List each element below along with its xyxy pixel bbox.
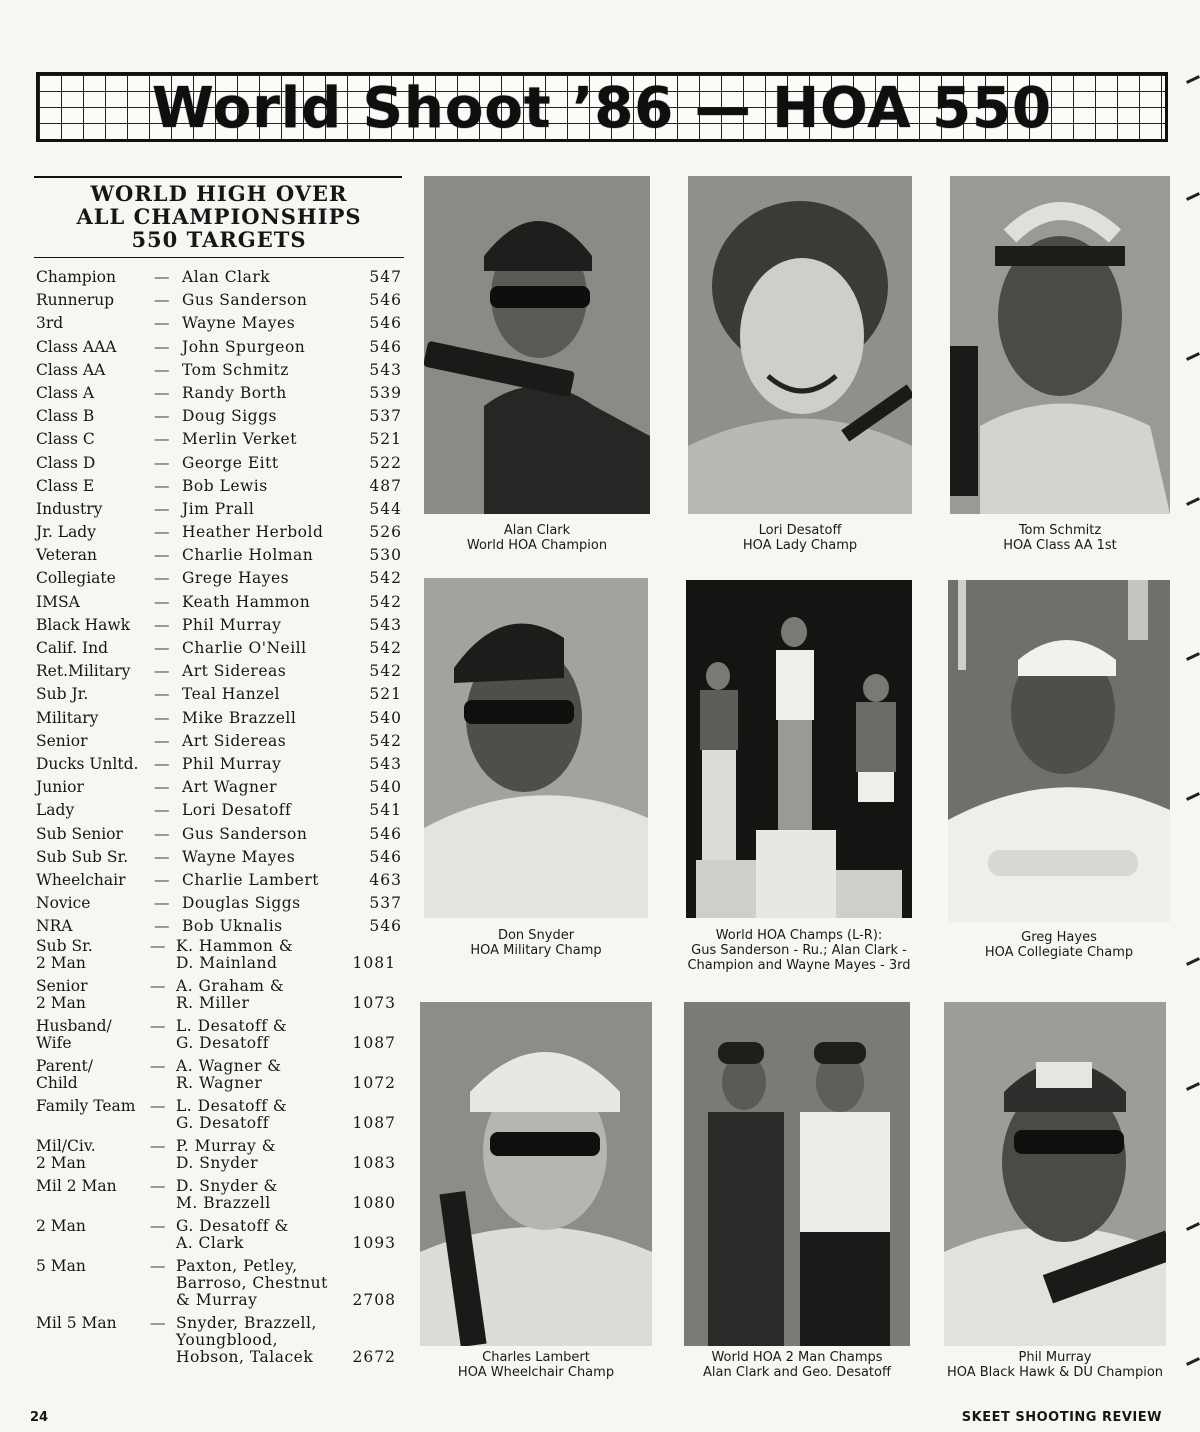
dash-separator: — bbox=[154, 708, 170, 727]
result-score: 540 bbox=[369, 778, 402, 797]
result-name: Art Sidereas bbox=[182, 662, 287, 681]
portrait-illustration bbox=[684, 1002, 910, 1346]
dash-separator: — bbox=[154, 847, 170, 866]
caption-line: World HOA Champs (L-R): bbox=[715, 928, 883, 943]
result-name: Phil Murray bbox=[182, 754, 282, 773]
results-heading bbox=[34, 182, 404, 258]
caption-line: Alan Clark bbox=[503, 523, 571, 538]
team-result-row bbox=[34, 1058, 404, 1098]
result-row bbox=[34, 707, 404, 730]
team-result-row bbox=[34, 1138, 404, 1178]
team-category: Mil 2 Man bbox=[36, 1177, 117, 1196]
result-category: Class D bbox=[36, 453, 96, 472]
result-row bbox=[34, 452, 404, 475]
team-result-row bbox=[34, 938, 404, 978]
team-member-names: Paxton, Petley, bbox=[176, 1257, 298, 1276]
margin-mark bbox=[1186, 652, 1200, 661]
result-name: Art Sidereas bbox=[182, 731, 287, 750]
dash-separator: — bbox=[154, 291, 170, 310]
team-category: Parent/ bbox=[36, 1057, 93, 1076]
team-member-names: G. Desatoff bbox=[176, 1114, 270, 1133]
team-category: Senior bbox=[36, 977, 88, 996]
result-score: 543 bbox=[369, 360, 402, 379]
caption-line: Lori Desatoff bbox=[758, 523, 842, 538]
result-row bbox=[34, 521, 404, 544]
result-name: Bob Uknalis bbox=[182, 917, 283, 936]
team-member-names: & Murray bbox=[176, 1291, 258, 1310]
publication-title: SKEET SHOOTING REVIEW bbox=[961, 1410, 1162, 1425]
dash-separator: — bbox=[150, 1177, 166, 1196]
result-category: Senior bbox=[36, 731, 88, 750]
team-category: Mil/Civ. bbox=[36, 1137, 96, 1156]
result-score: 543 bbox=[369, 615, 402, 634]
team-score: 2708 bbox=[352, 1291, 396, 1310]
dash-separator: — bbox=[154, 523, 170, 542]
result-row bbox=[34, 869, 404, 892]
dash-separator: — bbox=[154, 754, 170, 773]
result-score: 542 bbox=[369, 662, 402, 681]
dash-separator: — bbox=[154, 778, 170, 797]
result-category: Class B bbox=[36, 407, 95, 426]
result-category: Jr. Lady bbox=[36, 523, 96, 542]
team-result-row bbox=[34, 978, 404, 1018]
team-member-names: P. Murray & bbox=[176, 1137, 277, 1156]
result-name: Doug Siggs bbox=[182, 407, 277, 426]
result-score: 546 bbox=[369, 337, 402, 356]
dash-separator: — bbox=[154, 801, 170, 820]
result-name: Gus Sanderson bbox=[182, 291, 308, 310]
caption-lori-desatoff bbox=[688, 523, 912, 553]
result-score: 546 bbox=[369, 917, 402, 936]
margin-mark bbox=[1186, 192, 1200, 201]
team-member-names: D. Snyder & bbox=[176, 1177, 278, 1196]
team-category: Sub Sr. bbox=[36, 937, 93, 956]
portrait-illustration bbox=[688, 176, 912, 514]
team-member-names: G. Desatoff & bbox=[176, 1217, 289, 1236]
team-member-names: K. Hammon & bbox=[176, 937, 294, 956]
caption-line: Champion and Wayne Mayes - 3rd bbox=[687, 958, 911, 973]
result-row bbox=[34, 544, 404, 567]
dash-separator: — bbox=[154, 592, 170, 611]
result-row bbox=[34, 428, 404, 451]
result-category: Class AAA bbox=[36, 337, 117, 356]
result-row bbox=[34, 614, 404, 637]
caption-alan-clark bbox=[424, 523, 650, 553]
result-name: John Spurgeon bbox=[182, 337, 306, 356]
caption-line: HOA Lady Champ bbox=[742, 538, 858, 553]
team-result-row bbox=[34, 1178, 404, 1218]
result-category: Class AA bbox=[36, 360, 106, 379]
team-score: 1087 bbox=[352, 1034, 396, 1053]
heading-line: 550 TARGETS bbox=[131, 227, 307, 252]
dash-separator: — bbox=[154, 870, 170, 889]
photo-charles-lambert bbox=[420, 1002, 652, 1346]
result-score: 537 bbox=[369, 894, 402, 913]
caption-tom-schmitz bbox=[950, 523, 1170, 553]
result-row bbox=[34, 799, 404, 822]
result-row bbox=[34, 405, 404, 428]
caption-line: HOA Black Hawk & DU Champion bbox=[946, 1365, 1164, 1380]
margin-mark bbox=[1186, 1357, 1200, 1366]
team-category: Child bbox=[36, 1074, 78, 1093]
margin-mark bbox=[1186, 75, 1200, 84]
result-score: 521 bbox=[369, 430, 402, 449]
photo-tom-schmitz bbox=[950, 176, 1170, 514]
dash-separator: — bbox=[150, 1217, 166, 1236]
dash-separator: — bbox=[150, 1257, 166, 1276]
team-member-names: L. Desatoff & bbox=[176, 1017, 288, 1036]
caption-line: Phil Murray bbox=[1018, 1350, 1092, 1365]
result-row bbox=[34, 475, 404, 498]
team-category: Wife bbox=[36, 1034, 72, 1053]
team-member-names: D. Snyder bbox=[176, 1154, 259, 1173]
result-category: Sub Sub Sr. bbox=[36, 847, 129, 866]
dash-separator: — bbox=[154, 383, 170, 402]
team-member-names: M. Brazzell bbox=[176, 1194, 271, 1213]
result-row bbox=[34, 823, 404, 846]
result-score: 542 bbox=[369, 639, 402, 657]
podium-illustration bbox=[686, 580, 912, 918]
result-name: Lori Desatoff bbox=[182, 801, 292, 820]
caption-line: Greg Hayes bbox=[1021, 930, 1097, 945]
result-name: Wayne Mayes bbox=[182, 847, 296, 866]
result-row bbox=[34, 266, 404, 289]
team-member-names: Youngblood, bbox=[176, 1331, 278, 1350]
result-name: Art Wagner bbox=[182, 778, 278, 797]
caption-line: HOA Class AA 1st bbox=[1003, 538, 1117, 553]
result-category: 3rd bbox=[36, 314, 64, 333]
result-name: Jim Prall bbox=[182, 499, 255, 518]
team-member-names: R. Wagner bbox=[176, 1074, 263, 1093]
dash-separator: — bbox=[150, 1017, 166, 1036]
team-result-row bbox=[34, 1018, 404, 1058]
photo-don-snyder bbox=[424, 578, 648, 918]
team-category: 2 Man bbox=[36, 1217, 86, 1236]
caption-line: Charles Lambert bbox=[482, 1350, 590, 1365]
team-score: 1093 bbox=[352, 1234, 396, 1253]
team-score: 2672 bbox=[352, 1348, 396, 1367]
result-row bbox=[34, 660, 404, 683]
page-number: 24 bbox=[30, 1410, 49, 1425]
result-name: Alan Clark bbox=[182, 268, 271, 286]
result-name: Keath Hammon bbox=[182, 592, 311, 611]
result-score: 542 bbox=[369, 592, 402, 611]
portrait-illustration bbox=[424, 578, 648, 918]
result-score: 521 bbox=[369, 685, 402, 704]
result-row bbox=[34, 591, 404, 614]
dash-separator: — bbox=[154, 453, 170, 472]
result-name: Gus Sanderson bbox=[182, 824, 308, 843]
team-category: 2 Man bbox=[36, 1154, 86, 1173]
result-score: 541 bbox=[369, 801, 402, 820]
caption-line: World HOA Champion bbox=[466, 538, 608, 553]
result-category: Black Hawk bbox=[36, 615, 131, 634]
result-category: Champion bbox=[36, 268, 116, 286]
portrait-illustration bbox=[944, 1002, 1166, 1346]
result-row bbox=[34, 753, 404, 776]
team-member-names: A. Clark bbox=[176, 1234, 244, 1253]
result-name: Charlie O'Neill bbox=[182, 639, 307, 657]
team-category: Mil 5 Man bbox=[36, 1314, 117, 1333]
result-row bbox=[34, 567, 404, 590]
caption-line: HOA Military Champ bbox=[470, 943, 602, 958]
photo-lori-desatoff bbox=[688, 176, 912, 514]
result-category: Ducks Unltd. bbox=[36, 754, 139, 773]
result-category: Lady bbox=[36, 801, 75, 820]
team-result-row bbox=[34, 1315, 404, 1372]
dash-separator: — bbox=[154, 894, 170, 913]
result-category: Wheelchair bbox=[36, 870, 126, 889]
result-row bbox=[34, 312, 404, 335]
dash-separator: — bbox=[150, 977, 166, 996]
photo-two-man-champs bbox=[684, 1002, 910, 1346]
team-member-names: Snyder, Brazzell, bbox=[176, 1314, 317, 1333]
dash-separator: — bbox=[154, 639, 170, 657]
dash-separator: — bbox=[154, 360, 170, 379]
team-member-names: Hobson, Talacek bbox=[176, 1348, 314, 1367]
result-category: Class E bbox=[36, 476, 95, 495]
team-category: 5 Man bbox=[36, 1257, 86, 1276]
dash-separator: — bbox=[150, 1097, 166, 1116]
caption-phil-murray bbox=[944, 1350, 1166, 1380]
team-score: 1087 bbox=[352, 1114, 396, 1133]
result-score: 546 bbox=[369, 314, 402, 333]
result-score: 542 bbox=[369, 731, 402, 750]
result-row bbox=[34, 846, 404, 869]
dash-separator: — bbox=[154, 430, 170, 449]
photo-greg-hayes bbox=[948, 580, 1170, 922]
result-category: Ret.Military bbox=[36, 662, 131, 681]
result-row bbox=[34, 289, 404, 312]
margin-mark bbox=[1186, 1222, 1200, 1231]
result-score: 463 bbox=[369, 870, 402, 889]
photo-hoa-champs bbox=[686, 580, 912, 918]
caption-line: Alan Clark and Geo. Desatoff bbox=[703, 1365, 891, 1380]
result-name: Randy Borth bbox=[182, 383, 287, 402]
dash-separator: — bbox=[154, 499, 170, 518]
margin-mark bbox=[1186, 957, 1200, 966]
dash-separator: — bbox=[154, 731, 170, 750]
dash-separator: — bbox=[154, 685, 170, 704]
dash-separator: — bbox=[154, 407, 170, 426]
caption-greg-hayes bbox=[948, 930, 1170, 960]
caption-charles-lambert bbox=[420, 1350, 652, 1380]
result-score: 546 bbox=[369, 824, 402, 843]
team-category: Family Team bbox=[36, 1097, 136, 1116]
result-row bbox=[34, 637, 404, 660]
result-score: 544 bbox=[369, 499, 402, 518]
result-name: Bob Lewis bbox=[182, 476, 268, 495]
team-score: 1081 bbox=[352, 954, 396, 973]
team-score: 1072 bbox=[352, 1074, 396, 1093]
result-score: 522 bbox=[369, 453, 402, 472]
result-category: Veteran bbox=[36, 546, 97, 565]
dash-separator: — bbox=[154, 337, 170, 356]
result-category: Runnerup bbox=[36, 291, 115, 310]
result-score: 537 bbox=[369, 407, 402, 426]
margin-mark bbox=[1186, 352, 1200, 361]
result-row bbox=[34, 336, 404, 359]
caption-two-man-champs bbox=[684, 1350, 910, 1380]
dash-separator: — bbox=[154, 824, 170, 843]
photo-alan-clark bbox=[424, 176, 650, 514]
result-category: Military bbox=[36, 708, 99, 727]
dash-separator: — bbox=[150, 937, 166, 956]
result-category: IMSA bbox=[36, 592, 80, 611]
result-name: Charlie Holman bbox=[182, 546, 314, 565]
result-score: 540 bbox=[369, 708, 402, 727]
dash-separator: — bbox=[154, 917, 170, 936]
dash-separator: — bbox=[150, 1314, 166, 1333]
caption-line: HOA Collegiate Champ bbox=[984, 945, 1134, 960]
team-category: 2 Man bbox=[36, 954, 86, 973]
result-row bbox=[34, 498, 404, 521]
result-score: 526 bbox=[369, 523, 402, 542]
result-category: Calif. Ind bbox=[36, 639, 109, 657]
team-results-rows bbox=[34, 938, 404, 1372]
result-score: 539 bbox=[369, 383, 402, 402]
portrait-illustration bbox=[420, 1002, 652, 1346]
team-category: 2 Man bbox=[36, 994, 86, 1013]
dash-separator: — bbox=[150, 1057, 166, 1076]
caption-hoa-champs bbox=[686, 928, 912, 973]
portrait-illustration bbox=[948, 580, 1170, 922]
team-member-names: G. Desatoff bbox=[176, 1034, 270, 1053]
result-row bbox=[34, 776, 404, 799]
dash-separator: — bbox=[154, 569, 170, 588]
team-score: 1083 bbox=[352, 1154, 396, 1173]
result-name: Grege Hayes bbox=[182, 569, 290, 588]
team-score: 1073 bbox=[352, 994, 396, 1013]
dash-separator: — bbox=[154, 662, 170, 681]
result-score: 546 bbox=[369, 847, 402, 866]
title-banner bbox=[36, 72, 1168, 142]
result-category: Collegiate bbox=[36, 569, 116, 588]
result-row bbox=[34, 892, 404, 915]
result-row bbox=[34, 730, 404, 753]
team-score: 1080 bbox=[352, 1194, 396, 1213]
heading-line: WORLD HIGH OVER bbox=[90, 181, 348, 206]
result-name: Merlin Verket bbox=[182, 430, 297, 449]
caption-line: Gus Sanderson - Ru.; Alan Clark - bbox=[691, 943, 907, 958]
result-name: Mike Brazzell bbox=[182, 708, 297, 727]
result-name: George Eitt bbox=[182, 453, 279, 472]
caption-don-snyder bbox=[424, 928, 648, 958]
result-name: Douglas Siggs bbox=[182, 894, 301, 913]
dash-separator: — bbox=[154, 314, 170, 333]
result-name: Charlie Lambert bbox=[182, 870, 319, 889]
dash-separator: — bbox=[154, 546, 170, 565]
portrait-illustration bbox=[950, 176, 1170, 514]
result-category: Industry bbox=[36, 499, 103, 518]
caption-line: Don Snyder bbox=[497, 928, 575, 943]
result-score: 530 bbox=[369, 546, 402, 565]
result-name: Phil Murray bbox=[182, 615, 282, 634]
result-name: Teal Hanzel bbox=[182, 685, 280, 704]
result-name: Tom Schmitz bbox=[182, 360, 289, 379]
result-category: Novice bbox=[36, 894, 91, 913]
result-category: NRA bbox=[36, 917, 73, 936]
result-category: Class C bbox=[36, 430, 95, 449]
team-member-names: L. Desatoff & bbox=[176, 1097, 288, 1116]
team-member-names: R. Miller bbox=[176, 994, 250, 1013]
results-table bbox=[34, 176, 404, 1372]
result-category: Class A bbox=[36, 383, 95, 402]
result-category: Sub Senior bbox=[36, 824, 123, 843]
margin-mark bbox=[1186, 792, 1200, 801]
result-score: 543 bbox=[369, 754, 402, 773]
dash-separator: — bbox=[154, 476, 170, 495]
result-category: Sub Jr. bbox=[36, 685, 89, 704]
result-row bbox=[34, 683, 404, 706]
result-score: 487 bbox=[369, 476, 402, 495]
result-row bbox=[34, 915, 404, 938]
result-name: Wayne Mayes bbox=[182, 314, 296, 333]
team-result-row bbox=[34, 1098, 404, 1138]
caption-line: World HOA 2 Man Champs bbox=[711, 1350, 883, 1365]
result-name: Heather Herbold bbox=[182, 523, 324, 542]
team-result-row bbox=[34, 1258, 404, 1315]
team-member-names: A. Wagner & bbox=[176, 1057, 282, 1076]
dash-separator: — bbox=[154, 268, 170, 286]
result-row bbox=[34, 382, 404, 405]
caption-line: HOA Wheelchair Champ bbox=[457, 1365, 615, 1380]
margin-mark bbox=[1186, 497, 1200, 506]
result-score: 542 bbox=[369, 569, 402, 588]
photo-phil-murray bbox=[944, 1002, 1166, 1346]
dash-separator: — bbox=[150, 1137, 166, 1156]
caption-line: Tom Schmitz bbox=[1018, 523, 1102, 538]
results-rows bbox=[34, 266, 404, 938]
team-result-row bbox=[34, 1218, 404, 1258]
result-score: 547 bbox=[369, 268, 402, 286]
result-score: 546 bbox=[369, 291, 402, 310]
team-member-names: D. Mainland bbox=[176, 954, 278, 973]
team-member-names: Barroso, Chestnut bbox=[176, 1274, 328, 1293]
team-category: Husband/ bbox=[36, 1017, 112, 1036]
dash-separator: — bbox=[154, 615, 170, 634]
margin-mark bbox=[1186, 1082, 1200, 1091]
team-member-names: A. Graham & bbox=[176, 977, 285, 996]
heading-line: ALL CHAMPIONSHIPS bbox=[76, 204, 362, 229]
result-category: Junior bbox=[36, 778, 84, 797]
page-title: World Shoot ’86 — HOA 550 bbox=[152, 76, 1052, 141]
heading-rule bbox=[34, 176, 402, 178]
portrait-illustration bbox=[424, 176, 650, 514]
result-row bbox=[34, 359, 404, 382]
